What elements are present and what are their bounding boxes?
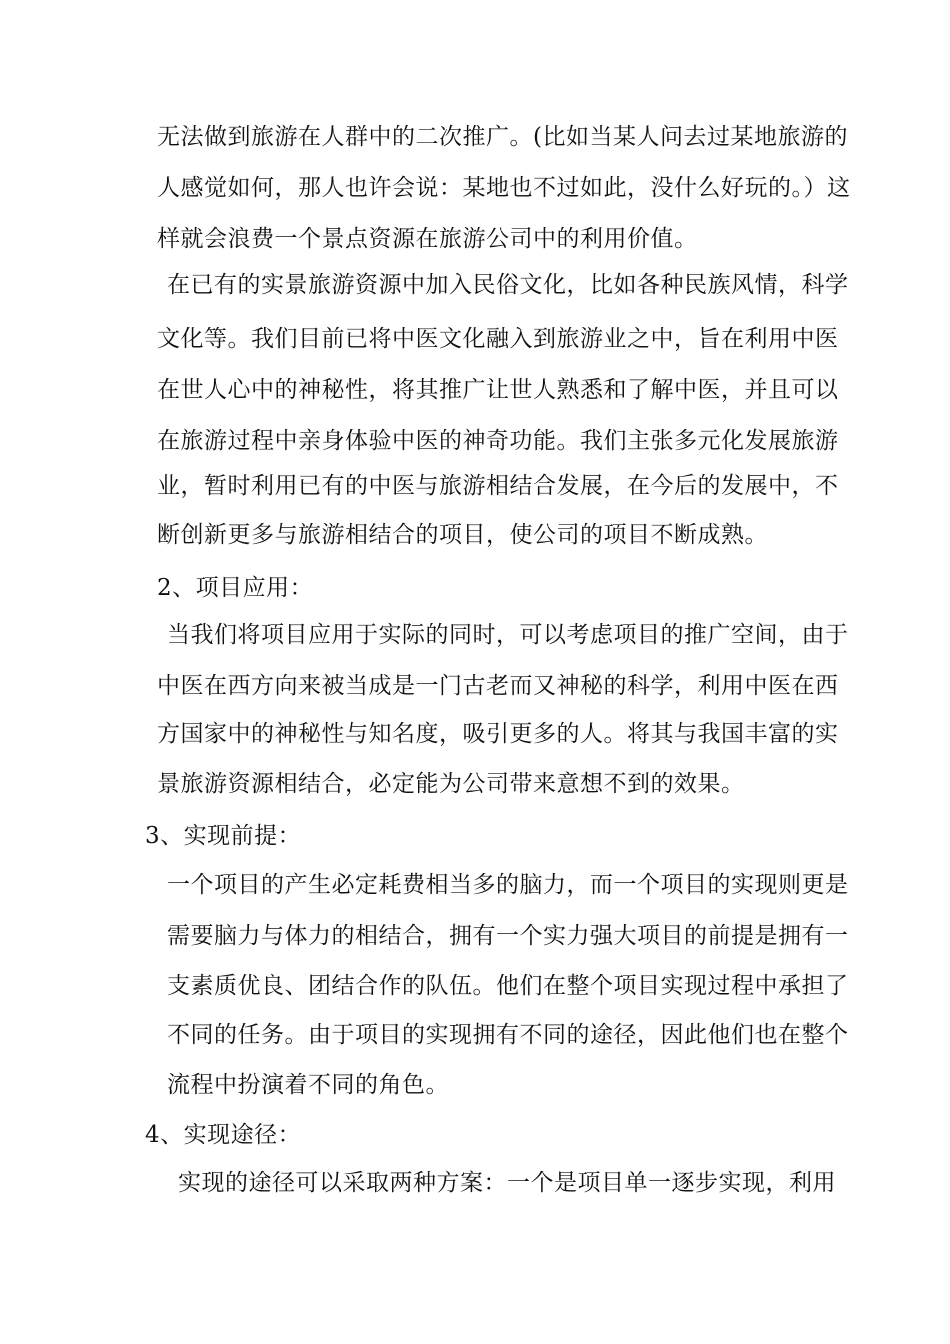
paragraph-line: 流程中扮演着不同的角色。: [167, 1072, 449, 1098]
section-heading: 2、项目应用：: [157, 575, 314, 601]
section-heading: 3、实现前提：: [145, 823, 302, 849]
paragraph-line: 中医在西方向来被当成是一门古老而又神秘的科学，利用中医在西: [157, 673, 839, 699]
paragraph-line: 文化等。我们目前已将中医文化融入到旅游业之中，旨在利用中医: [157, 326, 839, 352]
paragraph-line: 样就会浪费一个景点资源在旅游公司中的利用价值。: [157, 226, 698, 252]
paragraph-line: 支素质优良、团结合作的队伍。他们在整个项目实现过程中承担了: [167, 973, 849, 999]
paragraph-line: 在旅游过程中亲身体验中医的神奇功能。我们主张多元化发展旅游: [157, 428, 839, 454]
paragraph-line: 当我们将项目应用于实际的同时，可以考虑项目的推广空间，由于: [167, 622, 849, 648]
paragraph-line: 需要脑力与体力的相结合，拥有一个实力强大项目的前提是拥有一: [167, 923, 849, 949]
paragraph-line: 一个项目的产生必定耗费相当多的脑力，而一个项目的实现则更是: [167, 872, 849, 898]
paragraph-line: 不同的任务。由于项目的实现拥有不同的途径，因此他们也在整个: [167, 1022, 849, 1048]
paragraph-line: 方国家中的神秘性与知名度，吸引更多的人。将其与我国丰富的实: [157, 721, 839, 747]
paragraph-line: 断创新更多与旅游相结合的项目，使公司的项目不断成熟。: [157, 522, 768, 548]
paragraph-line: 景旅游资源相结合，必定能为公司带来意想不到的效果。: [157, 771, 745, 797]
paragraph-line: 人感觉如何，那人也许会说：某地也不过如此，没什么好玩的。）这: [157, 175, 851, 201]
paragraph-line: 在世人心中的神秘性，将其推广让世人熟悉和了解中医，并且可以: [157, 377, 839, 403]
paragraph-line: 实现的途径可以采取两种方案：一个是项目单一逐步实现，利用: [178, 1170, 836, 1196]
section-heading: 4、实现途径：: [145, 1122, 302, 1148]
paragraph-line: 在已有的实景旅游资源中加入民俗文化，比如各种民族风情，科学: [167, 272, 849, 298]
paragraph-line: 无法做到旅游在人群中的二次推广。(比如当某人问去过某地旅游的: [157, 124, 848, 150]
paragraph-line: 业，暂时利用已有的中医与旅游相结合发展，在今后的发展中，不: [157, 473, 839, 499]
